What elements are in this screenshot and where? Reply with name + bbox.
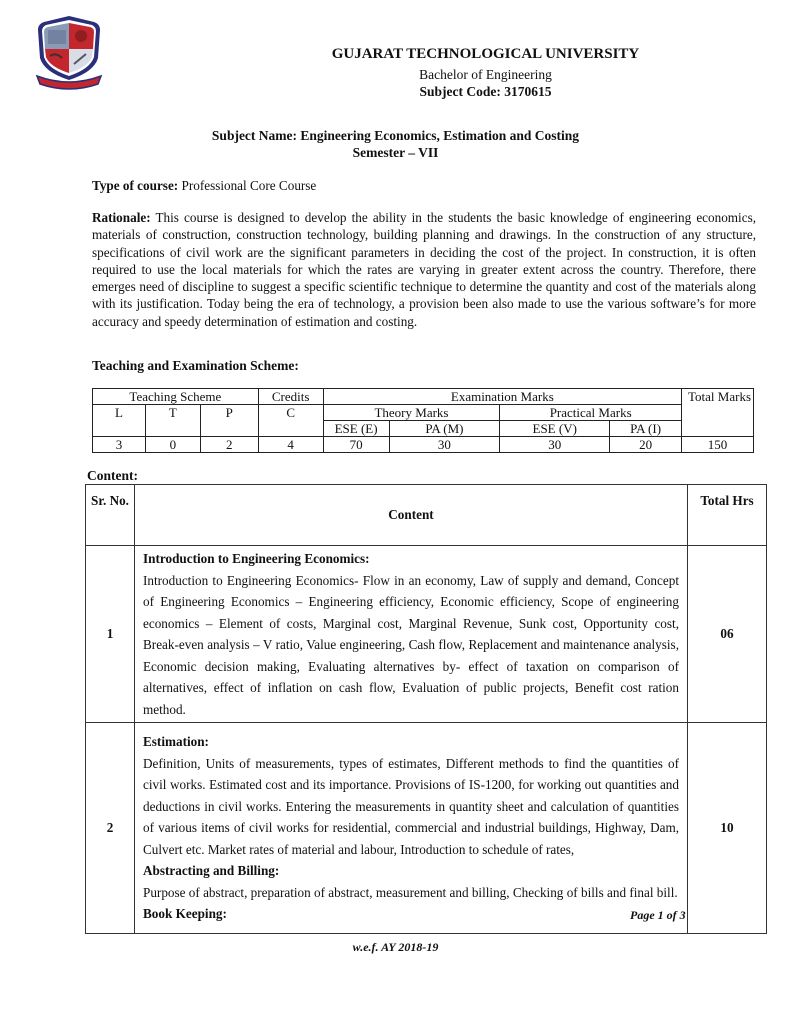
row-hrs: 10	[688, 723, 767, 934]
table-row	[86, 723, 767, 934]
page-number: Page 1 of 3	[630, 908, 686, 922]
rationale-text: This course is designed to develop the ability in the students the basic knowledge of engineering economics, materials of construction, construction technology, building planning and drawings. In the construction of any structure, specifications of civil work are the significant parameters in deciding the cost of the project. In construction, it is often required to use the local materials for which the rates are varying in greater extent across the country. Therefore, there emerges need of discipline to suggest a specific scientific technique to determine the quantity and cost of the materials along with its justification. Today being the era of technology, a provision been also made to use the various software’s for more accuracy and speedy determination of estimation and costing.	[92, 210, 757, 329]
topic-text: Introduction to Engineering Economics- Flow in an economy, Law of supply and demand, Concept of Engineering Economics – Engineering efficiency, Economic efficiency, Scope of engineering economics – Element of costs, Marginal cost, Marginal Revenue, Sunk cost, Opportunity cost, Break-even analysis – V ratio, Value engineering, Cash flow, Replacement and maintenance analysis, Economic decision making, Evaluating alternatives by- effect of taxation on comparison of alternatives, effect of inflation on cash flow, Evaluation of public projects, Benefit cost ration method.	[143, 572, 679, 717]
scheme-heading: Teaching and Examination Scheme:	[92, 358, 299, 373]
practical-marks-header: Practical Marks	[500, 405, 682, 421]
rationale-label: Rationale:	[92, 210, 151, 225]
ese-v-header: ESE (V)	[500, 421, 610, 437]
p-header: P	[200, 405, 258, 437]
sr-no-header: Sr. No.	[86, 485, 135, 546]
pa-m-value: 30	[389, 437, 500, 453]
l-header: L	[93, 405, 146, 437]
theory-marks-header: Theory Marks	[323, 405, 500, 421]
subject-name: Subject Name: Engineering Economics, Estimation and Costing	[211, 128, 580, 143]
effective-from: w.e.f. AY 2018-19	[352, 940, 439, 954]
row-sr: 2	[86, 723, 135, 934]
course-type	[92, 177, 756, 194]
pa-i-value: 20	[610, 437, 682, 453]
topic-text: Purpose of abstract, preparation of abstract, measurement and billing, Checking of bills and final bill.	[143, 884, 678, 900]
ese-e-header: ESE (E)	[323, 421, 389, 437]
topic-title: Estimation:	[143, 734, 209, 750]
rationale	[92, 209, 756, 330]
c-value: 4	[258, 437, 323, 453]
t-value: 0	[145, 437, 200, 453]
topic-title: Book Keeping:	[143, 906, 227, 922]
row-hrs: 06	[688, 546, 767, 723]
ese-v-value: 30	[500, 437, 610, 453]
credits-header: Credits	[258, 389, 323, 405]
course-type-label: Type of course:	[92, 178, 179, 193]
topic-title: Abstracting and Billing:	[143, 863, 280, 879]
row-sr: 1	[86, 546, 135, 723]
topic-text: Definition, Units of measurements, types of estimates, Different methods to find the quantities of civil works. Estimated cost and its importance. Provisions of IS-1200, for working out quantities and deductions in civil works. Entering the measurements in quantity sheet and calculation of quantities of various items of civil works for residential, commercial and industrial buildings, Highway, Dam, Culvert etc. Market rates of material and labour, Introduction to schedule of rates,	[143, 755, 679, 857]
teaching-scheme-header: Teaching Scheme	[93, 389, 259, 405]
l-value: 3	[93, 437, 146, 453]
c-header: C	[258, 405, 323, 437]
subject-code: Subject Code: 3170615	[419, 84, 552, 99]
semester: Semester – VII	[352, 145, 439, 160]
table-row	[86, 546, 767, 723]
content-heading: Content:	[87, 468, 138, 483]
content-header: Content	[135, 485, 688, 546]
row-content	[135, 546, 688, 723]
university-name: GUJARAT TECHNOLOGICAL UNIVERSITY	[331, 46, 640, 62]
t-header: T	[145, 405, 200, 437]
total-hrs-header: Total Hrs	[688, 485, 767, 546]
teaching-exam-scheme-table	[92, 388, 754, 453]
topic-title: Introduction to Engineering Economics:	[143, 551, 370, 566]
total-marks-header: Total Marks	[682, 389, 754, 437]
content-table	[85, 484, 767, 934]
degree-name: Bachelor of Engineering	[419, 67, 552, 82]
course-type-value: Professional Core Course	[181, 178, 317, 193]
pa-i-header: PA (I)	[610, 421, 682, 437]
pa-m-header: PA (M)	[389, 421, 500, 437]
p-value: 2	[200, 437, 258, 453]
examination-marks-header: Examination Marks	[323, 389, 681, 405]
total-value: 150	[682, 437, 754, 453]
ese-e-value: 70	[323, 437, 389, 453]
row-content	[135, 723, 688, 934]
